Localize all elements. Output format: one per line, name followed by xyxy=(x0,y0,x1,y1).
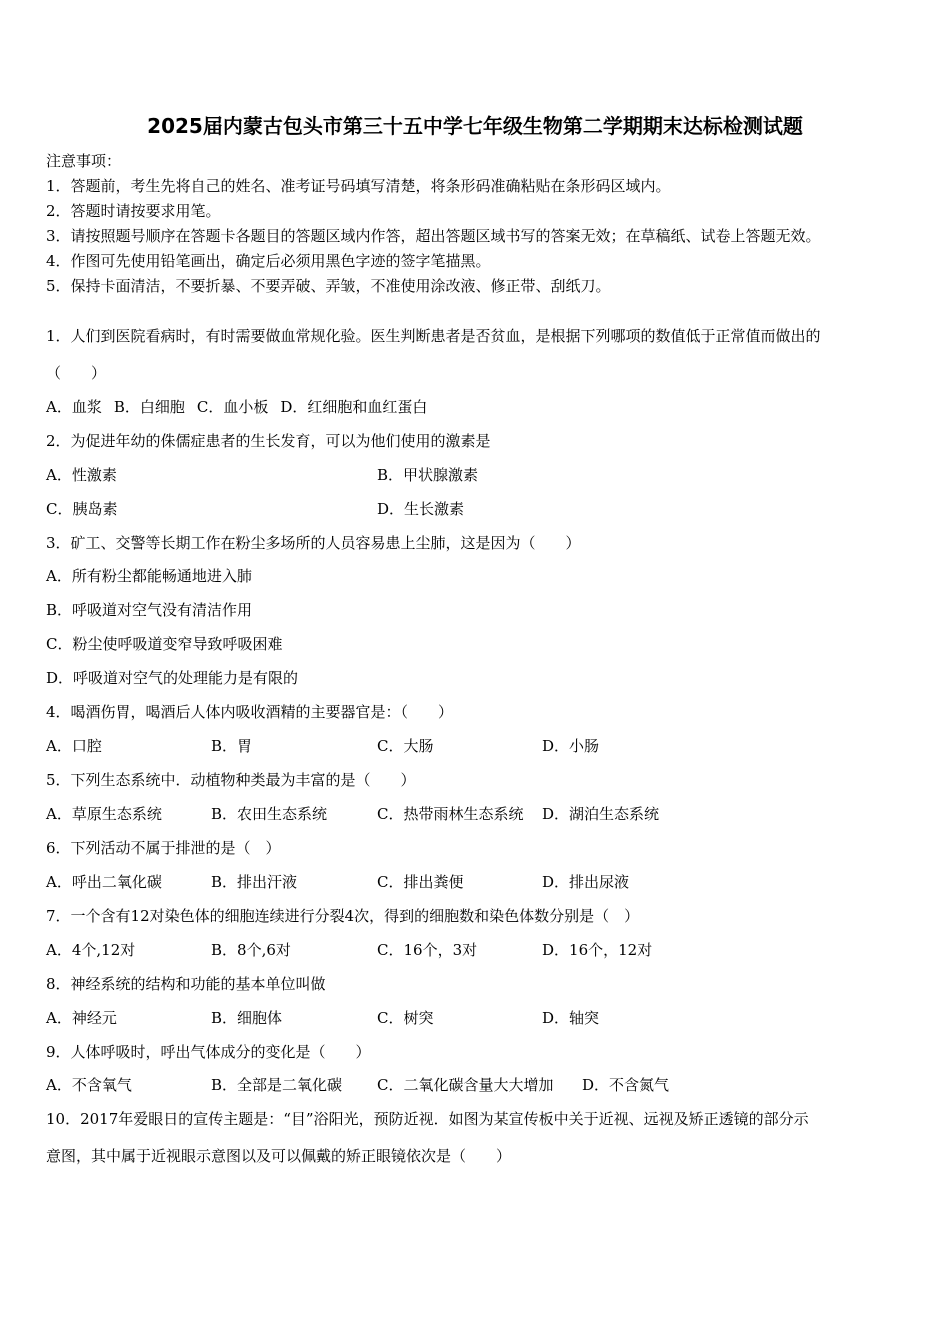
option-c: C．胰岛素 xyxy=(46,500,118,518)
option-d: D．呼吸道对空气的处理能力是有限的 xyxy=(46,669,299,687)
option-d: D．不含氮气 xyxy=(582,1076,670,1094)
option-a: A．4个,12对 xyxy=(46,941,136,959)
option-b: B．白细胞 xyxy=(113,398,185,416)
option-b: B．甲状腺激素 xyxy=(377,466,479,484)
option-a: A．所有粉尘都能畅通地进入肺 xyxy=(46,567,252,585)
option-b: B．农田生态系统 xyxy=(211,805,328,823)
option-c: C．粉尘使呼吸道变窄导致呼吸困难 xyxy=(46,635,283,653)
question-stem: 1．人们到医院看病时，有时需要做血常规化验。医生判断患者是否贫血，是根据下列哪项的数值低于正常值而做出的 xyxy=(46,327,821,345)
option-d: D．排出尿液 xyxy=(542,873,630,891)
question-stem: 9．人体呼吸时，呼出气体成分的变化是（ ） xyxy=(46,1043,371,1061)
option-d: D．红细胞和血红蛋白 xyxy=(280,398,428,416)
option-b: B．呼吸道对空气没有清洁作用 xyxy=(46,601,253,619)
option-d: D．生长激素 xyxy=(377,500,465,518)
question-stem: 3．矿工、交警等长期工作在粉尘多场所的人员容易患上尘肺，这是因为（ ） xyxy=(46,534,581,552)
option-c: C．排出粪便 xyxy=(377,873,464,891)
notice-heading: 注意事项： xyxy=(46,152,122,170)
question-stem-continued: 意图，其中属于近视眼示意图以及可以佩戴的矫正眼镜依次是（ ） xyxy=(46,1147,512,1165)
page-title: 2025届内蒙古包头市第三十五中学七年级生物第二学期期末达标检测试题 xyxy=(147,114,803,138)
option-b: B．细胞体 xyxy=(211,1009,283,1027)
option-d: D．16个，12对 xyxy=(542,941,653,959)
option-d: D．湖泊生态系统 xyxy=(542,805,660,823)
option-c: C．树突 xyxy=(377,1009,434,1027)
question-stem: 6．下列活动不属于排泄的是（ ） xyxy=(46,839,281,857)
option-a: A．血浆 xyxy=(46,398,102,416)
question-options xyxy=(46,397,439,417)
option-d: D．小肠 xyxy=(542,737,600,755)
notice-item: 1．答题前，考生先将自己的姓名、准考证号码填写清楚，将条形码准确粘贴在条形码区域内。 xyxy=(46,177,671,195)
notice-item: 2．答题时请按要求用笔。 xyxy=(46,202,221,220)
question-stem: 7．一个含有12对染色体的细胞连续进行分裂4次，得到的细胞数和染色体数分别是（ ） xyxy=(46,907,640,925)
option-c: C．血小板 xyxy=(196,398,269,416)
option-c: C．16个，3对 xyxy=(377,941,478,959)
option-a: A．口腔 xyxy=(46,737,102,755)
option-a: A．呼出二氧化碳 xyxy=(46,873,162,891)
notice-item: 3．请按照题号顺序在答题卡各题目的答题区域内作答，超出答题区域书写的答案无效；在草稿纸、试卷上答题无效。 xyxy=(46,227,821,245)
question-stem: 10．2017年爱眼日的宣传主题是：“目”浴阳光，预防近视．如图为某宣传板中关于近视、远视及矫正透镜的部分示 xyxy=(46,1110,809,1128)
option-a: A．不含氧气 xyxy=(46,1076,132,1094)
question-stem-continued: （ ） xyxy=(46,364,107,382)
question-stem: 4．喝酒伤胃，喝酒后人体内吸收酒精的主要器官是：（ ） xyxy=(46,703,454,721)
question-stem: 5．下列生态系统中．动植物种类最为丰富的是（ ） xyxy=(46,771,416,789)
option-a: A．草原生态系统 xyxy=(46,805,162,823)
option-b: B．全部是二氧化碳 xyxy=(211,1076,343,1094)
option-c: C．大肠 xyxy=(377,737,434,755)
option-c: C．二氧化碳含量大大增加 xyxy=(377,1076,554,1094)
question-stem: 2．为促进年幼的侏儒症患者的生长发育，可以为他们使用的激素是 xyxy=(46,432,491,450)
option-b: B．8个,6对 xyxy=(211,941,291,959)
question-stem: 8．神经系统的结构和功能的基本单位叫做 xyxy=(46,975,326,993)
notice-item: 5．保持卡面清洁，不要折暴、不要弄破、弄皱，不准使用涂改液、修正带、刮纸刀。 xyxy=(46,277,611,295)
option-c: C．热带雨林生态系统 xyxy=(377,805,524,823)
option-b: B．胃 xyxy=(211,737,253,755)
option-a: A．性激素 xyxy=(46,466,117,484)
option-a: A．神经元 xyxy=(46,1009,117,1027)
notice-item: 4．作图可先使用铅笔画出，确定后必须用黑色字迹的签字笔描黑。 xyxy=(46,252,491,270)
option-d: D．轴突 xyxy=(542,1009,600,1027)
option-b: B．排出汗液 xyxy=(211,873,298,891)
